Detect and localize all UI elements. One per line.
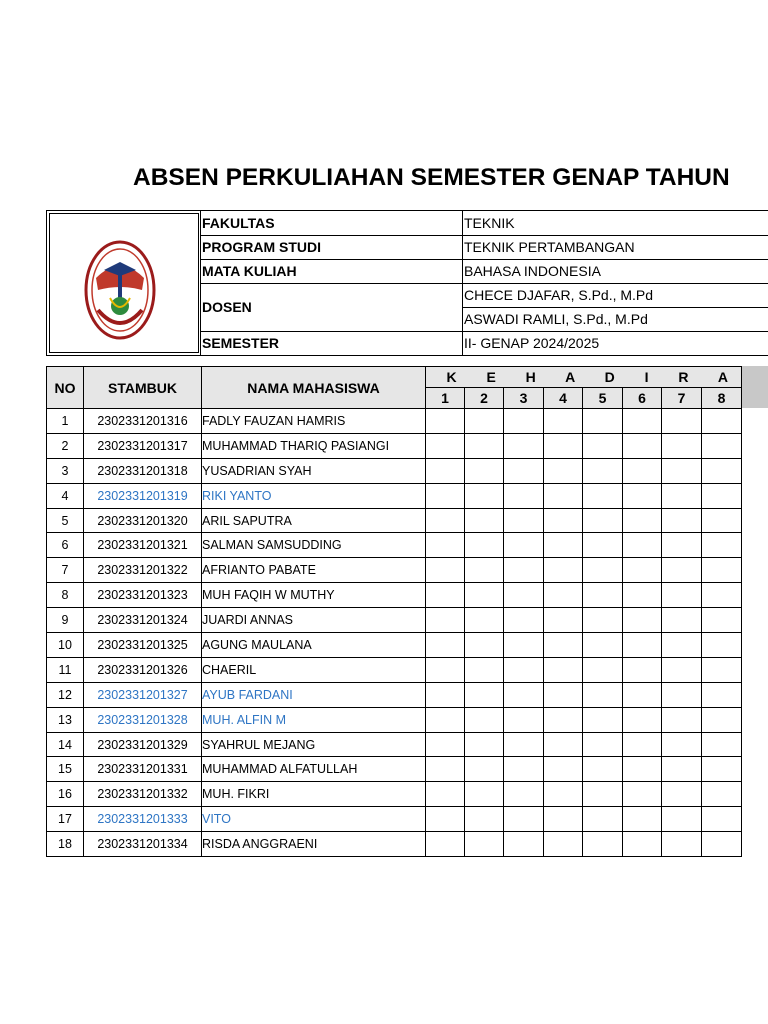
attendance-cell[interactable] — [623, 732, 662, 757]
row-number: 8 — [47, 583, 84, 608]
attendance-cell[interactable] — [702, 608, 742, 633]
attendance-cell[interactable] — [465, 433, 504, 458]
attendance-cell[interactable] — [544, 782, 583, 807]
attendance-cell[interactable] — [662, 533, 702, 558]
attendance-cell[interactable] — [426, 533, 465, 558]
info-value: BAHASA INDONESIA — [464, 263, 601, 279]
attendance-cell[interactable] — [662, 682, 702, 707]
attendance-cell[interactable] — [426, 409, 465, 434]
attendance-cell[interactable] — [465, 608, 504, 633]
stambuk-cell: 2302331201331 — [84, 757, 202, 782]
info-label: SEMESTER — [202, 335, 280, 351]
row-number: 5 — [47, 508, 84, 533]
attendance-cell[interactable] — [583, 583, 623, 608]
attendance-cell[interactable] — [465, 707, 504, 732]
attendance-cell[interactable] — [426, 732, 465, 757]
col-header-stambuk: STAMBUK — [84, 367, 202, 409]
stambuk-cell: 2302331201329 — [84, 732, 202, 757]
attendance-cell[interactable] — [583, 832, 623, 857]
col-header-kehadiran: K E H A D I R A — [426, 367, 742, 388]
stambuk-cell: 2302331201323 — [84, 583, 202, 608]
info-value: CHECE DJAFAR, S.Pd., M.Pd — [464, 287, 654, 303]
student-name-cell: JUARDI ANNAS — [202, 608, 426, 633]
attendance-cell[interactable] — [504, 807, 544, 832]
attendance-cell[interactable] — [504, 458, 544, 483]
info-label: MATA KULIAH — [202, 263, 297, 279]
attendance-cell[interactable] — [662, 633, 702, 658]
attendance-cell[interactable] — [426, 807, 465, 832]
student-name-cell: AFRIANTO PABATE — [202, 558, 426, 583]
attendance-cell[interactable] — [544, 533, 583, 558]
attendance-cell[interactable] — [426, 757, 465, 782]
table-row — [47, 732, 742, 757]
attendance-cell[interactable] — [583, 782, 623, 807]
attendance-cell[interactable] — [426, 483, 465, 508]
attendance-cell[interactable] — [702, 657, 742, 682]
row-number: 9 — [47, 608, 84, 633]
stambuk-cell: 2302331201318 — [84, 458, 202, 483]
attendance-cell[interactable] — [426, 458, 465, 483]
student-name-cell: RISDA ANGGRAENI — [202, 832, 426, 857]
attendance-cell[interactable] — [465, 832, 504, 857]
attendance-cell[interactable] — [662, 807, 702, 832]
attendance-cell[interactable] — [426, 682, 465, 707]
attendance-cell[interactable] — [583, 682, 623, 707]
student-name-cell: SALMAN SAMSUDDING — [202, 533, 426, 558]
attendance-cell[interactable] — [465, 533, 504, 558]
table-row — [47, 608, 742, 633]
attendance-cell[interactable] — [544, 433, 583, 458]
stambuk-cell: 2302331201332 — [84, 782, 202, 807]
attendance-cell[interactable] — [583, 533, 623, 558]
attendance-cell[interactable] — [583, 608, 623, 633]
student-name-cell: MUHAMMAD THARIQ PASIANGI — [202, 433, 426, 458]
meeting-number: 3 — [504, 388, 544, 409]
overflow-header-strip — [740, 366, 768, 408]
meeting-number: 6 — [623, 388, 662, 409]
attendance-cell[interactable] — [583, 707, 623, 732]
attendance-cell[interactable] — [702, 409, 742, 434]
attendance-cell[interactable] — [702, 458, 742, 483]
student-name-cell: VITO — [202, 807, 426, 832]
attendance-cell[interactable] — [426, 608, 465, 633]
attendance-cell[interactable] — [544, 707, 583, 732]
attendance-cell[interactable] — [465, 583, 504, 608]
col-header-no: NO — [47, 367, 84, 409]
attendance-cell[interactable] — [426, 707, 465, 732]
row-number: 11 — [47, 657, 84, 682]
attendance-cell[interactable] — [504, 483, 544, 508]
attendance-cell[interactable] — [623, 832, 662, 857]
attendance-cell[interactable] — [662, 483, 702, 508]
attendance-cell[interactable] — [465, 508, 504, 533]
attendance-cell[interactable] — [544, 832, 583, 857]
attendance-cell[interactable] — [623, 558, 662, 583]
attendance-cell[interactable] — [702, 832, 742, 857]
row-number: 18 — [47, 832, 84, 857]
attendance-cell[interactable] — [583, 483, 623, 508]
stambuk-cell: 2302331201321 — [84, 533, 202, 558]
attendance-cell[interactable] — [465, 757, 504, 782]
info-label: DOSEN — [202, 299, 252, 315]
student-name-cell: MUH FAQIH W MUTHY — [202, 583, 426, 608]
row-number: 10 — [47, 633, 84, 658]
stambuk-cell: 2302331201322 — [84, 558, 202, 583]
table-row — [47, 533, 742, 558]
table-row — [47, 782, 742, 807]
attendance-cell[interactable] — [662, 657, 702, 682]
table-row — [47, 682, 742, 707]
attendance-cell[interactable] — [504, 558, 544, 583]
attendance-cell[interactable] — [544, 608, 583, 633]
stambuk-cell: 2302331201326 — [84, 657, 202, 682]
stambuk-cell: 2302331201317 — [84, 433, 202, 458]
attendance-cell[interactable] — [544, 757, 583, 782]
student-name-cell: AGUNG MAULANA — [202, 633, 426, 658]
attendance-cell[interactable] — [426, 508, 465, 533]
attendance-cell[interactable] — [623, 707, 662, 732]
attendance-cell[interactable] — [623, 508, 662, 533]
attendance-cell[interactable] — [583, 433, 623, 458]
stambuk-cell: 2302331201316 — [84, 409, 202, 434]
attendance-cell[interactable] — [465, 682, 504, 707]
student-name-cell: CHAERIL — [202, 657, 426, 682]
attendance-cell[interactable] — [662, 583, 702, 608]
attendance-cell[interactable] — [623, 657, 662, 682]
attendance-cell[interactable] — [623, 433, 662, 458]
meeting-number: 1 — [426, 388, 465, 409]
attendance-cell[interactable] — [662, 707, 702, 732]
attendance-cell[interactable] — [426, 583, 465, 608]
attendance-cell[interactable] — [702, 757, 742, 782]
table-row — [47, 409, 742, 434]
student-name-cell: RIKI YANTO — [202, 483, 426, 508]
attendance-cell[interactable] — [623, 608, 662, 633]
attendance-cell[interactable] — [662, 433, 702, 458]
row-number: 6 — [47, 533, 84, 558]
stambuk-cell: 2302331201320 — [84, 508, 202, 533]
attendance-cell[interactable] — [465, 633, 504, 658]
attendance-cell[interactable] — [702, 483, 742, 508]
info-label: PROGRAM STUDI — [202, 239, 321, 255]
attendance-cell[interactable] — [504, 832, 544, 857]
attendance-cell[interactable] — [426, 558, 465, 583]
attendance-cell[interactable] — [544, 633, 583, 658]
attendance-cell[interactable] — [465, 732, 504, 757]
attendance-cell[interactable] — [504, 433, 544, 458]
table-row — [47, 657, 742, 682]
attendance-cell[interactable] — [544, 508, 583, 533]
attendance-cell[interactable] — [544, 807, 583, 832]
attendance-cell[interactable] — [426, 657, 465, 682]
student-name-cell: MUH. ALFIN M — [202, 707, 426, 732]
row-number: 14 — [47, 732, 84, 757]
stambuk-cell: 2302331201319 — [84, 483, 202, 508]
student-name-cell: YUSADRIAN SYAH — [202, 458, 426, 483]
attendance-cell[interactable] — [426, 832, 465, 857]
info-value: TEKNIK — [464, 215, 515, 231]
stambuk-cell: 2302331201327 — [84, 682, 202, 707]
attendance-cell[interactable] — [702, 682, 742, 707]
attendance-cell[interactable] — [504, 533, 544, 558]
table-row — [47, 807, 742, 832]
attendance-cell[interactable] — [504, 583, 544, 608]
table-row — [47, 558, 742, 583]
row-number: 17 — [47, 807, 84, 832]
attendance-cell[interactable] — [623, 807, 662, 832]
attendance-cell[interactable] — [583, 807, 623, 832]
meeting-number: 4 — [544, 388, 583, 409]
stambuk-cell: 2302331201334 — [84, 832, 202, 857]
attendance-cell[interactable] — [426, 782, 465, 807]
attendance-cell[interactable] — [623, 583, 662, 608]
info-label: FAKULTAS — [202, 215, 275, 231]
table-row — [47, 483, 742, 508]
logo-box — [49, 213, 199, 353]
attendance-cell[interactable] — [504, 757, 544, 782]
attendance-cell[interactable] — [504, 409, 544, 434]
course-info-block — [46, 210, 768, 358]
table-row — [47, 458, 742, 483]
stambuk-cell: 2302331201325 — [84, 633, 202, 658]
attendance-cell[interactable] — [583, 732, 623, 757]
attendance-cell[interactable] — [465, 782, 504, 807]
attendance-cell[interactable] — [702, 583, 742, 608]
attendance-cell[interactable] — [465, 807, 504, 832]
student-name-cell: SYAHRUL MEJANG — [202, 732, 426, 757]
attendance-cell[interactable] — [583, 657, 623, 682]
attendance-cell[interactable] — [623, 633, 662, 658]
attendance-cell[interactable] — [504, 707, 544, 732]
attendance-cell[interactable] — [702, 633, 742, 658]
attendance-cell[interactable] — [504, 657, 544, 682]
attendance-cell[interactable] — [544, 558, 583, 583]
attendance-cell[interactable] — [465, 483, 504, 508]
attendance-cell[interactable] — [662, 832, 702, 857]
attendance-cell[interactable] — [544, 409, 583, 434]
attendance-cell[interactable] — [465, 558, 504, 583]
student-name-cell: AYUB FARDANI — [202, 682, 426, 707]
row-number: 2 — [47, 433, 84, 458]
table-row — [47, 707, 742, 732]
stambuk-cell: 2302331201328 — [84, 707, 202, 732]
attendance-cell[interactable] — [662, 732, 702, 757]
row-number: 3 — [47, 458, 84, 483]
attendance-cell[interactable] — [623, 757, 662, 782]
attendance-cell[interactable] — [504, 782, 544, 807]
attendance-cell[interactable] — [662, 757, 702, 782]
table-row — [47, 757, 742, 782]
attendance-cell[interactable] — [662, 782, 702, 807]
attendance-cell[interactable] — [702, 732, 742, 757]
meeting-number: 7 — [662, 388, 702, 409]
attendance-cell[interactable] — [583, 458, 623, 483]
meeting-number: 8 — [702, 388, 742, 409]
attendance-cell[interactable] — [583, 558, 623, 583]
attendance-cell[interactable] — [702, 807, 742, 832]
table-row — [47, 832, 742, 857]
attendance-cell[interactable] — [662, 508, 702, 533]
row-number: 1 — [47, 409, 84, 434]
attendance-cell[interactable] — [702, 558, 742, 583]
attendance-cell[interactable] — [504, 633, 544, 658]
attendance-cell[interactable] — [426, 433, 465, 458]
attendance-cell[interactable] — [465, 458, 504, 483]
attendance-cell[interactable] — [623, 458, 662, 483]
attendance-cell[interactable] — [426, 633, 465, 658]
attendance-cell[interactable] — [623, 682, 662, 707]
table-row — [47, 583, 742, 608]
attendance-cell[interactable] — [504, 732, 544, 757]
attendance-cell[interactable] — [662, 608, 702, 633]
row-number: 16 — [47, 782, 84, 807]
student-rows — [47, 409, 742, 857]
table-row — [47, 508, 742, 533]
row-number: 15 — [47, 757, 84, 782]
row-number: 4 — [47, 483, 84, 508]
attendance-cell[interactable] — [702, 433, 742, 458]
attendance-cell[interactable] — [504, 682, 544, 707]
attendance-cell[interactable] — [702, 707, 742, 732]
col-header-nama: NAMA MAHASISWA — [202, 367, 426, 409]
stambuk-cell: 2302331201324 — [84, 608, 202, 633]
page-title: ABSEN PERKULIAHAN SEMESTER GENAP TAHUN — [133, 164, 730, 191]
attendance-cell[interactable] — [465, 409, 504, 434]
info-value: TEKNIK PERTAMBANGAN — [464, 239, 635, 255]
university-logo — [84, 240, 156, 340]
attendance-cell[interactable] — [623, 483, 662, 508]
attendance-cell[interactable] — [465, 657, 504, 682]
student-name-cell: MUHAMMAD ALFATULLAH — [202, 757, 426, 782]
attendance-cell[interactable] — [504, 608, 544, 633]
info-value: ASWADI RAMLI, S.Pd., M.Pd — [464, 311, 648, 327]
row-number: 12 — [47, 682, 84, 707]
table-row — [47, 633, 742, 658]
attendance-cell[interactable] — [702, 533, 742, 558]
meeting-number: 5 — [583, 388, 623, 409]
attendance-cell[interactable] — [583, 633, 623, 658]
attendance-cell[interactable] — [544, 682, 583, 707]
attendance-cell[interactable] — [662, 558, 702, 583]
attendance-table — [46, 366, 742, 857]
attendance-cell[interactable] — [544, 483, 583, 508]
attendance-cell[interactable] — [662, 458, 702, 483]
attendance-cell[interactable] — [583, 508, 623, 533]
attendance-cell[interactable] — [583, 409, 623, 434]
attendance-cell[interactable] — [544, 583, 583, 608]
attendance-cell[interactable] — [702, 508, 742, 533]
meeting-number: 2 — [465, 388, 504, 409]
attendance-cell[interactable] — [623, 782, 662, 807]
attendance-cell[interactable] — [623, 409, 662, 434]
attendance-cell[interactable] — [544, 458, 583, 483]
stambuk-cell: 2302331201333 — [84, 807, 202, 832]
attendance-cell[interactable] — [702, 782, 742, 807]
header-row — [47, 367, 742, 388]
info-value: II- GENAP 2024/2025 — [464, 335, 600, 351]
attendance-cell[interactable] — [662, 409, 702, 434]
row-number: 13 — [47, 707, 84, 732]
attendance-cell[interactable] — [623, 533, 662, 558]
attendance-cell[interactable] — [504, 508, 544, 533]
student-name-cell: MUH. FIKRI — [202, 782, 426, 807]
attendance-cell[interactable] — [544, 732, 583, 757]
student-name-cell: FADLY FAUZAN HAMRIS — [202, 409, 426, 434]
row-number: 7 — [47, 558, 84, 583]
table-row — [47, 433, 742, 458]
student-name-cell: ARIL SAPUTRA — [202, 508, 426, 533]
attendance-cell[interactable] — [544, 657, 583, 682]
attendance-cell[interactable] — [583, 757, 623, 782]
